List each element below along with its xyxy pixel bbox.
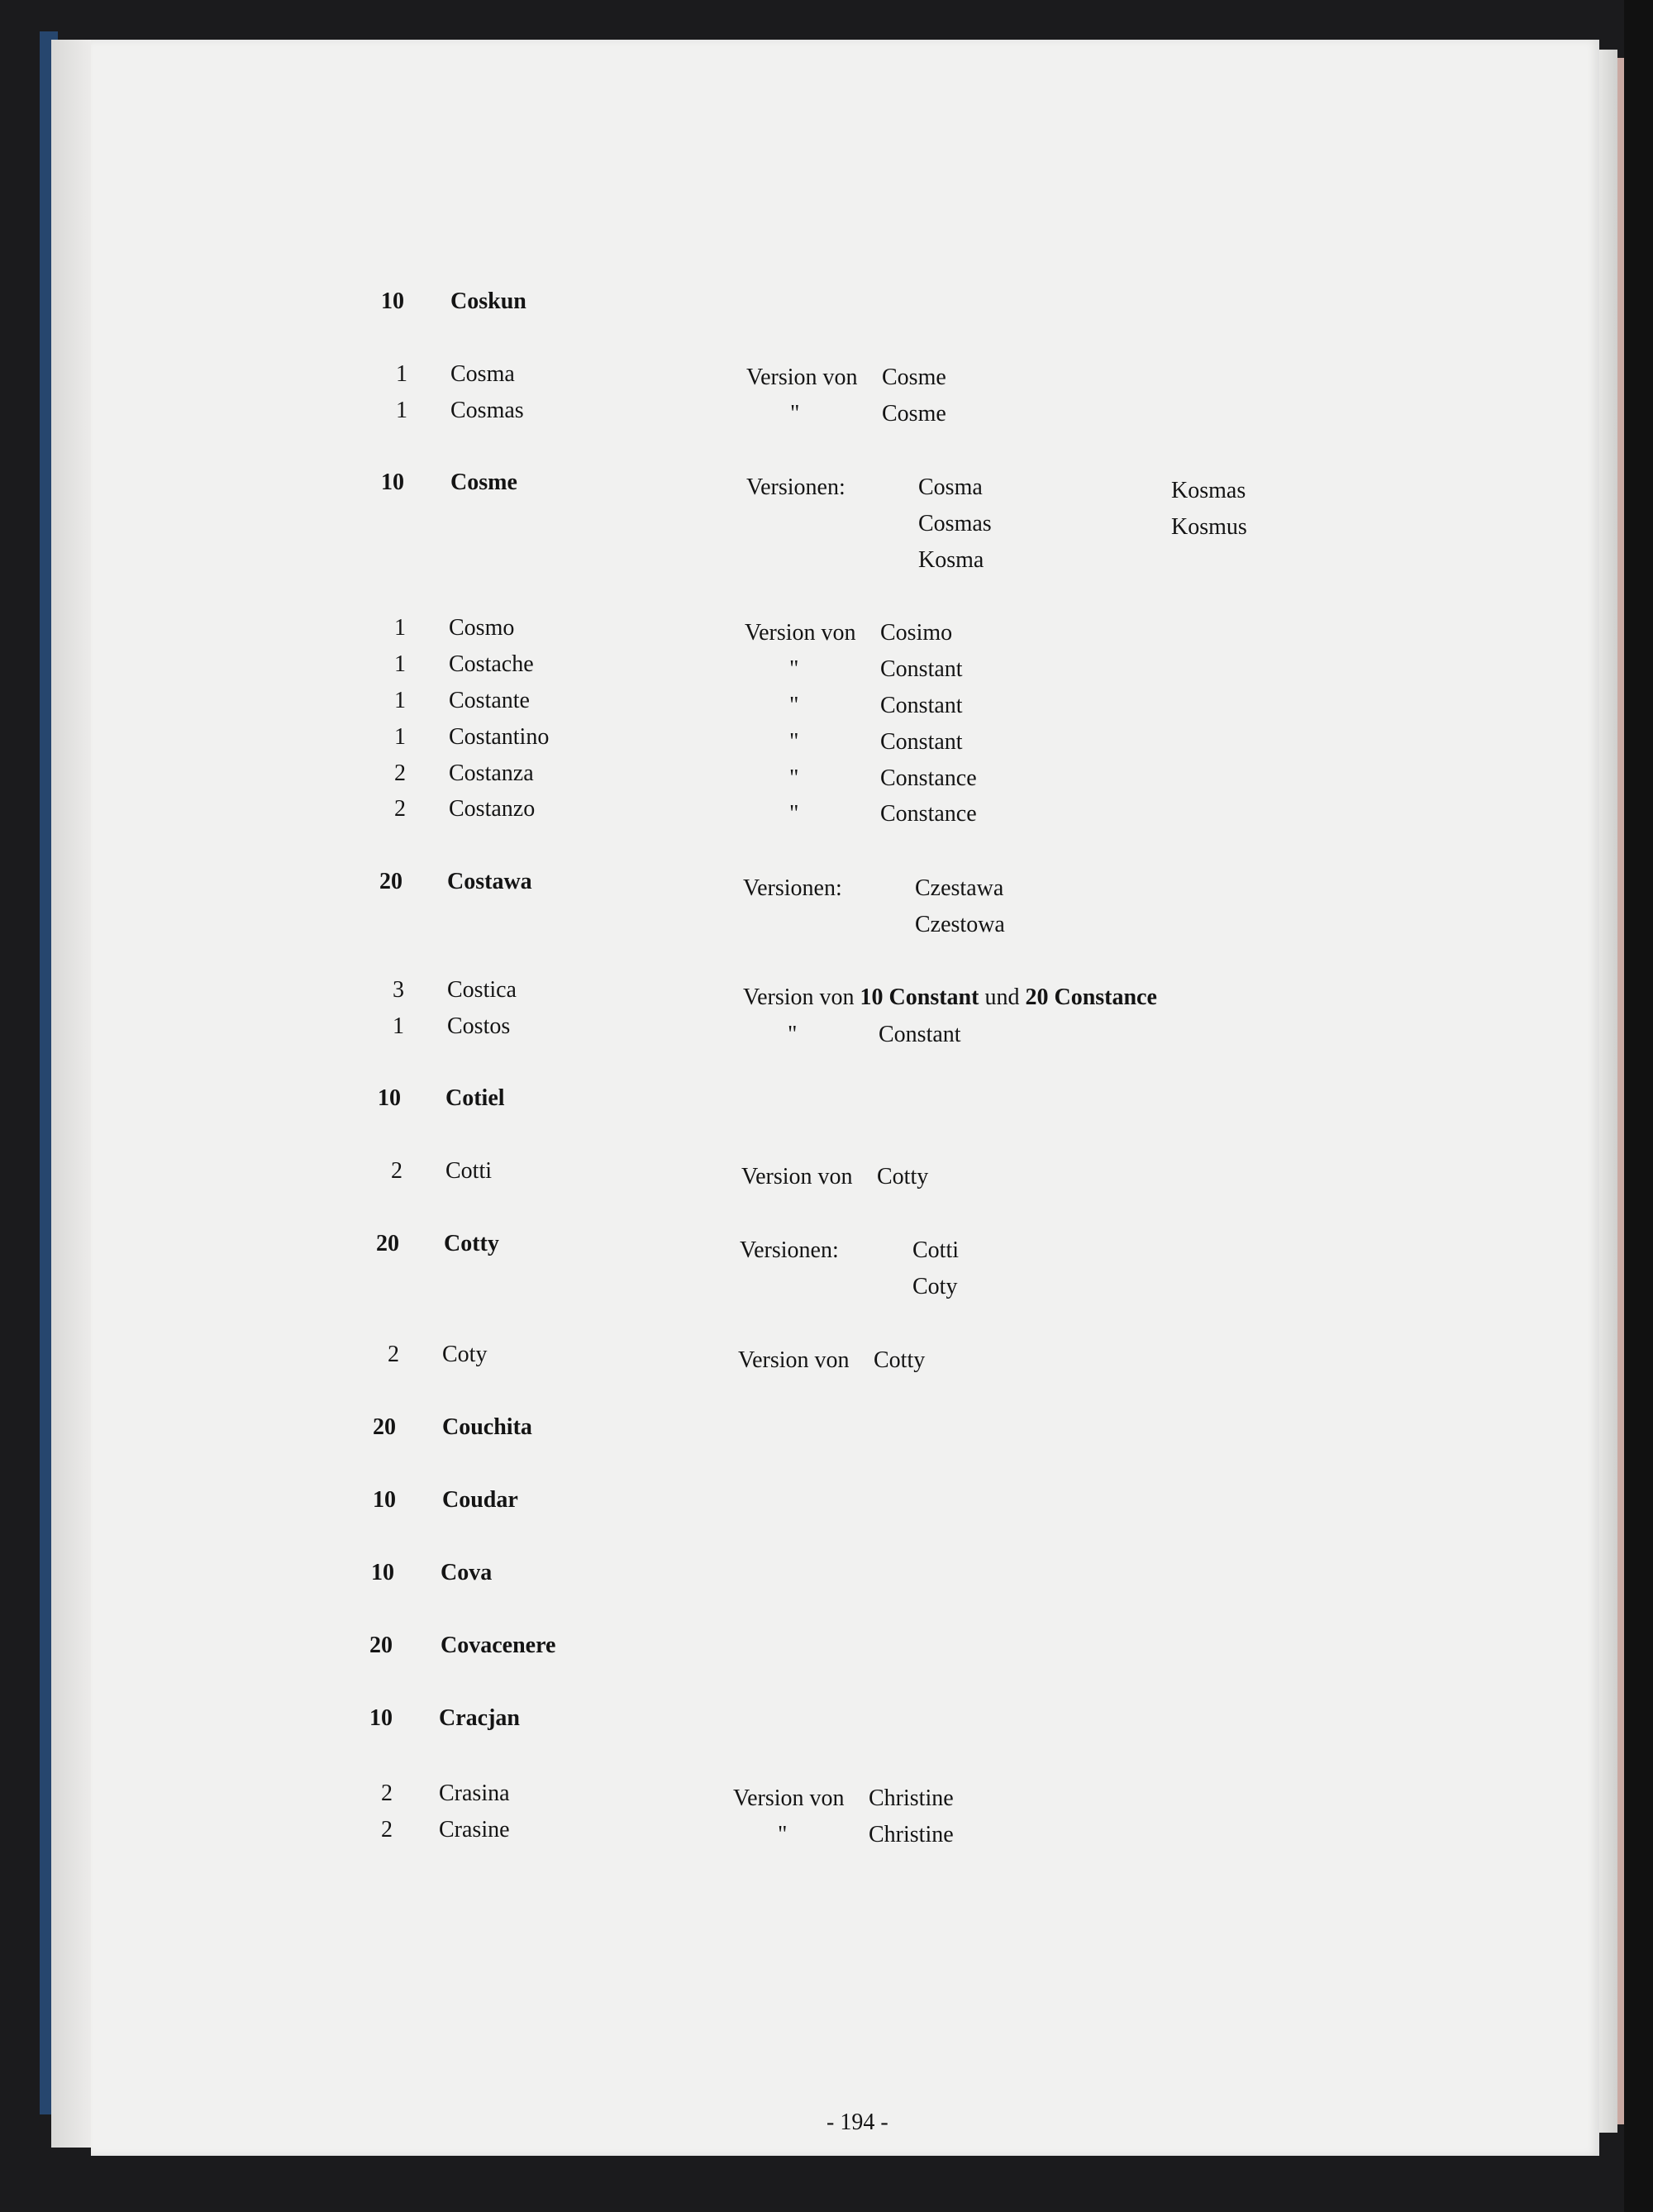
version-target: Constant	[879, 1022, 961, 1047]
entry-number: 20	[373, 1414, 396, 1440]
entry-number: 1	[394, 724, 406, 750]
ditto-mark: "	[789, 801, 799, 827]
entry-name: Costawa	[447, 869, 532, 894]
entry-number: 2	[391, 1158, 403, 1184]
entry-name: Cotiel	[445, 1085, 505, 1111]
versions-label: Versionen:	[740, 1237, 839, 1263]
entry-number: 10	[371, 1560, 394, 1585]
version-target: 10 Constant	[860, 984, 979, 1010]
version-item: Coty	[912, 1274, 958, 1299]
entry-name: Costanza	[449, 760, 534, 786]
entry-name: Cosmas	[450, 398, 524, 423]
version-target: Constance	[880, 801, 977, 827]
entry-number: 2	[394, 796, 406, 822]
entry-name: Cosme	[450, 470, 517, 495]
entry-number: 10	[381, 470, 404, 495]
ditto-mark: "	[778, 1822, 788, 1847]
version-target: Christine	[869, 1785, 954, 1811]
versions-label: Versionen:	[746, 474, 846, 500]
version-target: 20 Constance	[1025, 984, 1157, 1010]
version-target: Constant	[880, 729, 963, 755]
entry-number: 20	[369, 1633, 393, 1658]
entry-number: 10	[373, 1487, 396, 1513]
entry-name: Cosmo	[449, 615, 515, 641]
entry-name: Costos	[447, 1013, 511, 1039]
entry-name: Cosma	[450, 361, 515, 387]
entry-number: 10	[378, 1085, 401, 1111]
version-item: Cotti	[912, 1237, 960, 1263]
entry-name: Costanzo	[449, 796, 536, 822]
entry-name: Crasine	[439, 1817, 510, 1843]
entry-number: 1	[393, 1013, 404, 1039]
version-item: Kosmas	[1171, 478, 1246, 503]
entry-name: Cracjan	[439, 1705, 520, 1731]
version-target: Constant	[880, 656, 963, 682]
version-prefix: Version von	[746, 365, 858, 390]
version-target: Cotty	[874, 1347, 926, 1373]
version-item: Cosma	[918, 474, 983, 500]
entry-number: 3	[393, 977, 404, 1003]
entry-name: Coty	[442, 1342, 488, 1367]
version-item: Kosmus	[1171, 514, 1247, 540]
entry-name: Coskun	[450, 288, 526, 314]
entry-name: Cotti	[445, 1158, 493, 1184]
entry-name: Costante	[449, 688, 530, 713]
version-target: Constance	[880, 765, 977, 791]
version-item: Czestowa	[915, 912, 1005, 937]
version-item: Czestawa	[915, 875, 1004, 901]
version-target: Cosimo	[880, 620, 953, 646]
entry-name: Cotty	[444, 1231, 499, 1256]
entry-name: Covacenere	[441, 1633, 556, 1658]
entry-number: 1	[396, 361, 407, 387]
entry-number: 2	[381, 1781, 393, 1806]
entry-number: 2	[394, 760, 406, 786]
version-prefix: Version von	[738, 1347, 850, 1373]
ditto-mark: "	[788, 1022, 798, 1047]
entry-number: 1	[394, 651, 406, 677]
version-target: Cosme	[882, 401, 946, 427]
versions-label: Versionen:	[743, 875, 842, 901]
ditto-mark: "	[789, 765, 799, 791]
ditto-mark: "	[789, 693, 799, 718]
entry-number: 10	[381, 288, 404, 314]
version-prefix: Version von	[733, 1785, 845, 1811]
entry-number: 2	[381, 1817, 393, 1843]
book-page	[91, 40, 1599, 2156]
entry-number: 20	[376, 1231, 399, 1256]
version-prefix: Version von	[741, 1164, 853, 1189]
entry-name: Costantino	[449, 724, 550, 750]
entry-name: Costache	[449, 651, 534, 677]
version-target: Constant	[880, 693, 963, 718]
version-target: Christine	[869, 1822, 954, 1847]
version-prefix: Version von	[745, 620, 856, 646]
background-right	[1624, 0, 1653, 2212]
entry-number: 1	[394, 615, 406, 641]
page-right-strip	[1617, 58, 1624, 2124]
version-target: Cosme	[882, 365, 946, 390]
page-number: - 194 -	[826, 2110, 888, 2135]
entry-name: Coudar	[442, 1487, 518, 1513]
entry-name: Costica	[447, 977, 517, 1003]
entry-name: Cova	[441, 1560, 493, 1585]
version-target: Cotty	[877, 1164, 929, 1189]
entry-name: Crasina	[439, 1781, 510, 1806]
entry-number: 1	[394, 688, 406, 713]
entry-number: 20	[379, 869, 403, 894]
ditto-mark: "	[790, 401, 800, 427]
entry-number: 1	[396, 398, 407, 423]
entry-number: 2	[388, 1342, 399, 1367]
conjunction: und	[984, 984, 1020, 1010]
version-reference	[743, 984, 1157, 1012]
ditto-mark: "	[789, 729, 799, 755]
version-prefix: Version von	[743, 984, 855, 1010]
version-item: Cosmas	[918, 511, 992, 536]
entry-name: Couchita	[442, 1414, 532, 1440]
page-right-edge	[1599, 50, 1617, 2133]
ditto-mark: "	[789, 656, 799, 682]
version-item: Kosma	[918, 547, 984, 573]
entry-number: 10	[369, 1705, 393, 1731]
